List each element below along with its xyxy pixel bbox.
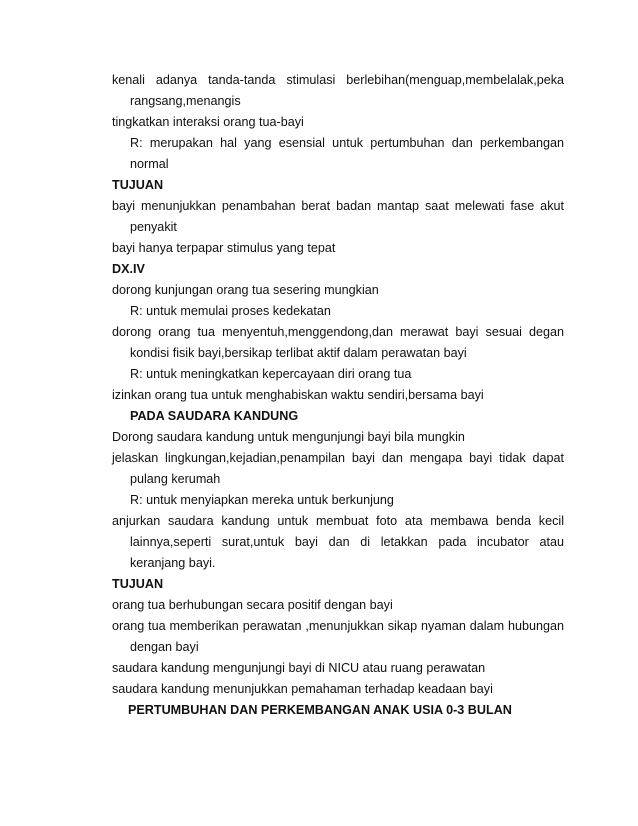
paragraph-comfort: orang tua memberikan perawatan ,menunjukkan sikap nyaman dalam hubungan dengan bayi	[112, 619, 564, 654]
paragraph-photos: anjurkan saudara kandung untuk membuat foto ata membawa benda kecil lainnya,seperti surat,untuk bayi dan di letakkan pada incubator atau keranjang bayi.	[112, 514, 564, 570]
rationale-confidence: R: untuk meningkatkan kepercayaan diri orang tua	[130, 367, 412, 381]
rationale-essential: R: merupakan hal yang esensial untuk pertumbuhan dan perkembangan normal	[130, 136, 564, 171]
heading-tujuan-1: TUJUAN	[112, 178, 164, 192]
rationale-bonding: R: untuk memulai proses kedekatan	[130, 304, 331, 318]
paragraph-understanding: saudara kandung menunjukkan pemahaman terhadap keadaan bayi	[112, 682, 493, 696]
paragraph-nicu: saudara kandung mengunjungi bayi di NICU atau ruang perawatan	[112, 661, 486, 675]
document-page	[112, 70, 564, 721]
heading-tujuan-2: TUJUAN	[112, 577, 164, 591]
paragraph-explain: jelaskan lingkungan,kejadian,penampilan bayi dan mengapa bayi tidak dapat pulang kerumah	[112, 451, 564, 486]
paragraph-allow-time: izinkan orang tua untuk menghabiskan waktu sendiri,bersama bayi	[112, 388, 484, 402]
rationale-prepare: R: untuk menyiapkan mereka untuk berkunjung	[130, 493, 394, 507]
paragraph-encourage-touch: dorong orang tua menyentuh,menggendong,dan merawat bayi sesuai degan kondisi fisik bayi,bersikap terlibat aktif dalam perawatan bayi	[112, 325, 564, 360]
heading-growth-development: PERTUMBUHAN DAN PERKEMBANGAN ANAK USIA 0-3 BULAN	[128, 703, 512, 717]
paragraph-increase-interaction: tingkatkan interaksi orang tua-bayi	[112, 115, 304, 129]
paragraph-encourage-visits: dorong kunjungan orang tua sesering mungkian	[112, 283, 379, 297]
paragraph-positive-relation: orang tua berhubungan secara positif dengan bayi	[112, 598, 393, 612]
paragraph-stimulation-signs: kenali adanya tanda-tanda stimulasi berlebihan(menguap,membelalak,peka rangsang,menangis	[112, 73, 564, 108]
heading-siblings: PADA SAUDARA KANDUNG	[130, 409, 299, 423]
paragraph-weight-gain: bayi menunjukkan penambahan berat badan mantap saat melewati fase akut penyakit	[112, 199, 564, 234]
heading-dx-iv: DX.IV	[112, 262, 145, 276]
paragraph-sibling-visits: Dorong saudara kandung untuk mengunjungi bayi bila mungkin	[112, 430, 465, 444]
paragraph-stimulus: bayi hanya terpapar stimulus yang tepat	[112, 241, 336, 255]
